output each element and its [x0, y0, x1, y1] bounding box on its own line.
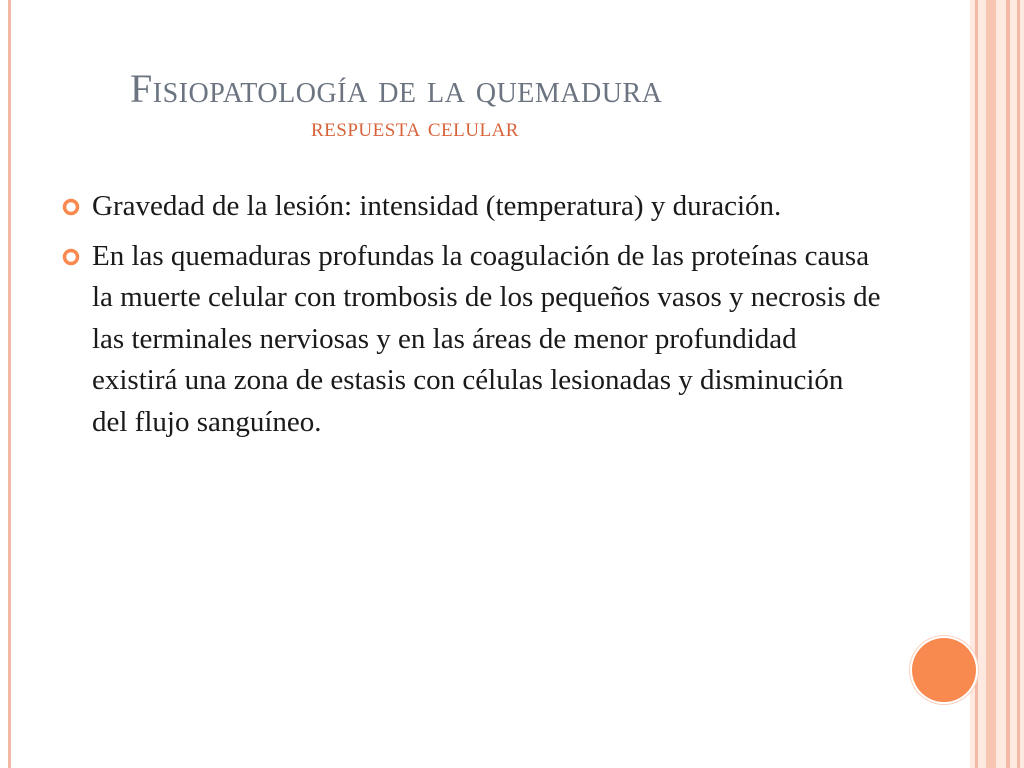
bullet-item [62, 236, 882, 444]
right-stripe [1006, 0, 1010, 768]
slide-subtitle: respuesta celular [311, 112, 519, 142]
bullet-text: En las quemaduras profundas la coagulación de las proteínas causa la muerte celular con trombosis de los pequeños vasos y necrosis de las terminales nerviosas y en las áreas de menor profundidad existirá una zona de estasis con células lesionadas y disminución del flujo sanguíneo. [92, 239, 881, 438]
right-stripe [975, 0, 978, 768]
right-stripe [1017, 0, 1020, 768]
right-decorative-panel [970, 0, 1024, 768]
slide-title: Fisiopatología de la quemadura [130, 66, 663, 111]
right-stripe [986, 0, 996, 768]
ring-bullet-icon [62, 248, 80, 266]
slide-title-block [130, 66, 890, 142]
ring-bullet-icon [62, 198, 80, 216]
orange-circle-decoration [912, 638, 976, 702]
bullet-list [62, 186, 882, 451]
bullet-item [62, 186, 882, 228]
left-border-decoration [8, 0, 11, 768]
bullet-text: Gravedad de la lesión: intensidad (temperatura) y duración. [92, 190, 782, 222]
